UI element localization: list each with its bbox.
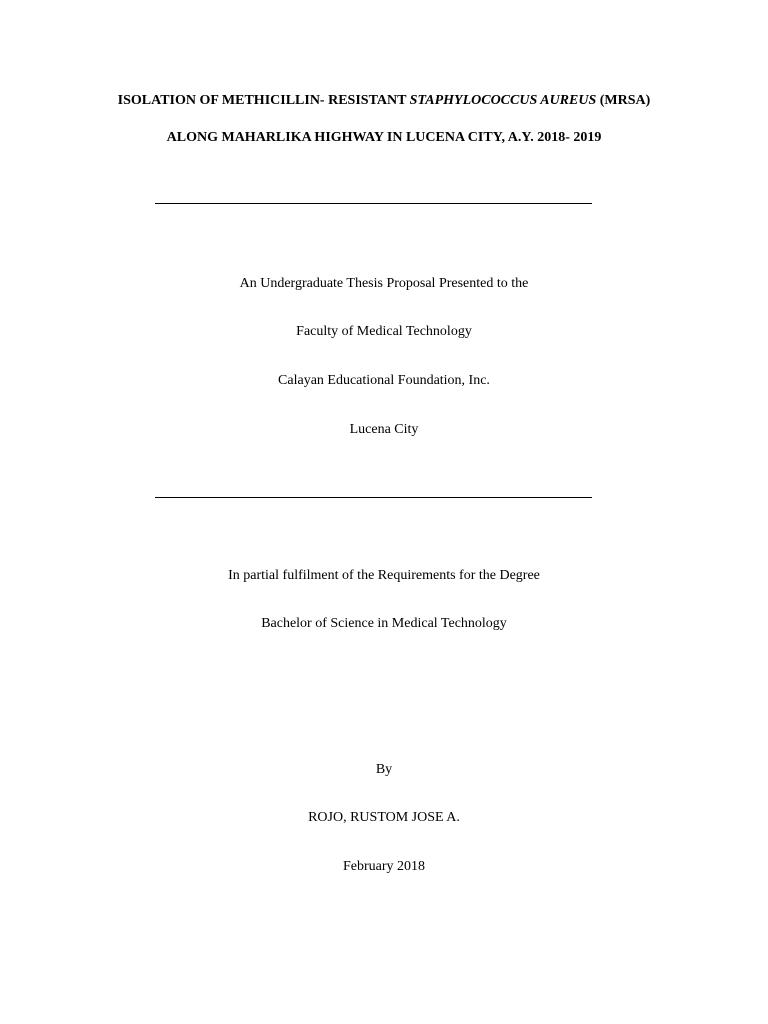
degree-name: Bachelor of Science in Medical Technology [261,616,507,631]
title-suffix: (MRSA) [596,93,651,108]
presentation-line-1: An Undergraduate Thesis Proposal Presented to the [239,276,529,291]
divider-rule-top [155,203,592,204]
by-label: By [375,762,393,777]
title-prefix: ISOLATION OF METHICILLIN- RESISTANT [117,93,410,108]
thesis-title-line-2: ALONG MAHARLIKA HIGHWAY IN LUCENA CITY, A.Y. 2018- 2019 [166,130,602,145]
institution-city: Lucena City [349,422,419,437]
divider-rule-bottom [155,497,592,498]
institution-name: Calayan Educational Foundation, Inc. [278,373,490,388]
author-name: ROJO, RUSTOM JOSE A. [308,810,460,825]
faculty-name: Faculty of Medical Technology [296,324,472,339]
submission-date: February 2018 [342,859,426,874]
degree-requirement-line: In partial fulfilment of the Requirements for the Degree [228,568,540,583]
thesis-title-line-1 [0,92,768,110]
title-italic-organism: STAPHYLOCOCCUS AUREUS [409,93,597,108]
